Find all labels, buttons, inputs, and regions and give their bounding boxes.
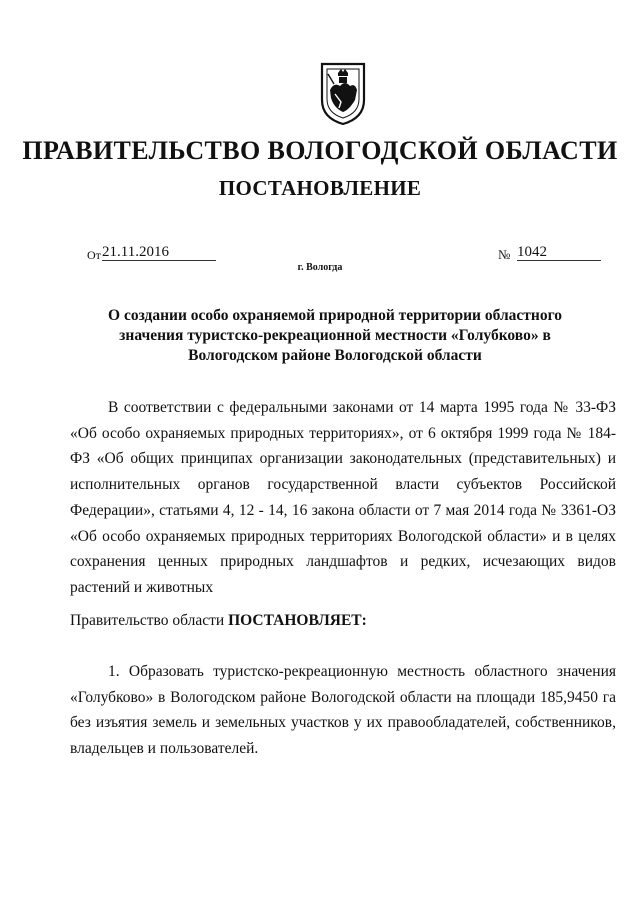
- coat-of-arms-icon: [318, 60, 368, 126]
- document-number: 1042: [517, 244, 601, 261]
- preamble-paragraph: В соответствии с федеральными законами от 14 марта 1995 года № 33-ФЗ «Об особо охраняемых природных территориях», от 6 октября 1999 года № 184-ФЗ «Об общих принципах организации законодательных (представительных) и исполнительных органов государственной власти субъектов Российской Федерации», статьями 4, 12 - 14, 16 закона области от 7 мая 2014 года № 3361-ОЗ «Об особо охраняемых природных территориях Вологодской области» и в целях сохранения ценных природных ландшафтов и редких, исчезающих видов растений и животных: [70, 399, 616, 596]
- city-name: г. Вологда: [297, 262, 343, 273]
- document-date: 21.11.2016: [102, 244, 216, 261]
- resolution-line: [70, 608, 616, 634]
- document-type-title: ПОСТАНОВЛЕНИЕ: [218, 176, 422, 200]
- item-1-paragraph: 1. Образовать туристско-рекреационную местность областного значения «Голубково» в Вологодском районе Вологодской области на площади 185,9450 га без изъятия земель и земельных участков у их правообладателей, собственников, владельцев и пользователей.: [70, 663, 616, 758]
- resolves-word: ПОСТАНОВЛЯЕТ:: [228, 612, 367, 629]
- organization-title: ПРАВИТЕЛЬСТВО ВОЛОГОДСКОЙ ОБЛАСТИ: [22, 136, 618, 165]
- document-subject: О создании особо охраняемой природной территории областного значения туристско-рекреационной местности «Голубково» в Вологодском районе Вологодской области: [108, 307, 562, 364]
- date-label: От: [87, 248, 101, 262]
- number-label: №: [498, 247, 511, 262]
- resolves-prefix: Правительство области: [70, 612, 225, 629]
